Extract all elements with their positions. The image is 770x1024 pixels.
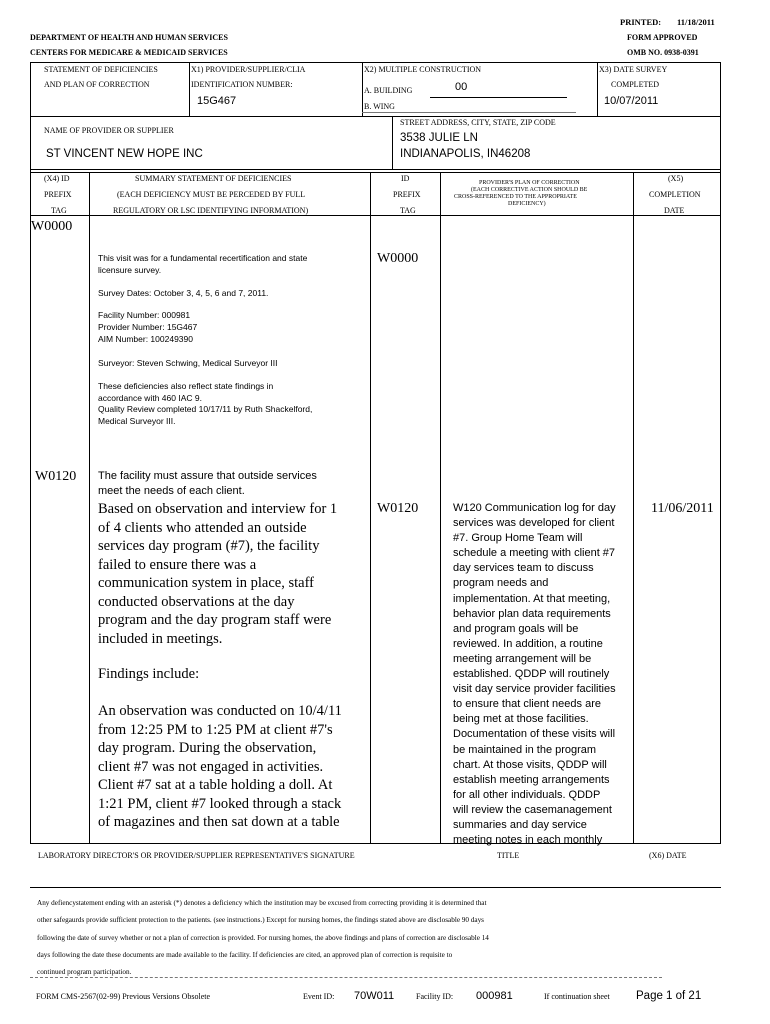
rule-col-id (440, 172, 441, 690)
x5-header-3: DATE (664, 206, 685, 215)
survey-dates: Survey Dates: October 3, 4, 5, 6 and 7, 2011. (98, 288, 269, 298)
x3-value: 10/07/2011 (604, 95, 659, 107)
provider-name: ST VINCENT NEW HOPE INC (46, 148, 203, 160)
x3-label-1: X3) DATE SURVEY (599, 65, 668, 74)
x1-value: 15G467 (197, 95, 237, 107)
state-findings: These deficiencies also reflect state findings in accordance with 460 IAC 9. Quality Review completed 10/17/11 by Ruth Shackelford, Medical Surveyor III. (98, 381, 313, 426)
x4-header-2: PREFIX (44, 190, 72, 199)
observation-paragraph: An observation was conducted on 10/4/11 from 12:25 PM to 1:25 PM at client #7's day program. During the observation, client #7 was not engaged in activities. Client #7 sat at a table holding a doll. At 1:21 PM, client #7 looked through a stack of magazines and then sat down at a table (98, 703, 342, 830)
summary-header-3: REGULATORY OR LSC IDENTIFYING INFORMATION) (113, 206, 309, 215)
tag-w0000-right: W0000 (377, 251, 419, 266)
continuation-label: If continuation sheet (544, 992, 610, 1001)
plan-header-3: CROSS-REFERENCED TO THE APPROPRIATE (454, 194, 577, 200)
statement-label-1: STATEMENT OF DEFICIENCIES (44, 65, 158, 74)
address-line-2: INDIANAPOLIS, IN46208 (400, 148, 531, 160)
id-header-3: TAG (400, 206, 416, 215)
rule-provider-top (30, 116, 721, 117)
x2-label: X2) MULTIPLE CONSTRUCTION (364, 65, 482, 74)
rule-colheader-bottom (30, 215, 721, 216)
rule-right (720, 62, 721, 690)
rule-signature-bottom (30, 887, 721, 888)
plan-of-correction: W120 Communication log for day services was developed for client #7. Group Home Team will schedule a meeting with client #7 day services team to discuss program needs and implementation. At that meeting, behavior plan data requirements and program goals will be reviewed. In addition, a routine meeting arrangement will be established. QDDP will routinely visit day service provider facilities to ensure that client needs are being met at those facilities. Documentation of these visits will be maintained in the program chart. At those visits, QDDP will establish meeting arrangements for all other individuals. QDDP will review the casemanagement summaries and day service meeting notes in each monthly (453, 502, 616, 847)
omb-number: OMB NO. 0938-0391 (627, 48, 699, 57)
plan-header-2: (EACH CORRECTIVE ACTION SHOULD BE (471, 187, 588, 193)
x1-label-1: X1) PROVIDER/SUPPLIER/CLIA (191, 65, 306, 74)
rule-col-summary (370, 172, 371, 690)
department-title: DEPARTMENT OF HEALTH AND HUMAN SERVICES (30, 33, 228, 42)
rule-x3 (597, 62, 598, 117)
address-label: STREET ADDRESS, CITY, STATE, ZIP CODE (400, 118, 556, 127)
facility-id-label: Facility ID: (416, 992, 454, 1001)
signature-label: LABORATORY DIRECTOR'S OR PROVIDER/SUPPLIER REPRESENTATIVE'S SIGNATURE (38, 851, 355, 860)
rule-x2 (362, 62, 363, 117)
printed-date: 11/18/2011 (677, 17, 715, 27)
tag-w0000: W0000 (31, 219, 73, 234)
form-label: FORM CMS-2567(02-99) Previous Versions Obsolete (36, 992, 211, 1001)
page-number: Page 1 of 21 (636, 990, 702, 1002)
form-approved: FORM APPROVED (627, 33, 698, 42)
x4-header-3: TAG (51, 206, 67, 215)
x1-label-2: IDENTIFICATION NUMBER: (191, 80, 293, 89)
rule-disclaimer-bottom (30, 977, 662, 978)
wing-label: B. WING (364, 102, 395, 111)
x3-label-2: COMPLETED (611, 80, 659, 89)
centers-title: CENTERS FOR MEDICARE & MEDICAID SERVICES (30, 48, 228, 57)
surveyor: Surveyor: Steven Schwing, Medical Surveyor III (98, 358, 278, 368)
x5-header-2: COMPLETION (649, 190, 701, 199)
facility-info: Facility Number: 000981 Provider Number: 15G467 AIM Number: 100249390 (98, 310, 198, 344)
event-id: 70W011 (354, 990, 395, 1002)
rule-address (392, 116, 393, 170)
printed-label: PRINTED: (620, 17, 662, 27)
intro-text: This visit was for a fundamental recertification and state licensure survey. (98, 253, 308, 275)
disclaimer-text: Any defiencystatement ending with an asterisk (*) denotes a deficiency which the institution may be excused from correcting providing it is determined that other safegaurds provide sufficient protection to the patients. (see instructions.) Except for nursing homes, the findings stated above are disclosable 90 days following the date of survey whether or not a plan of correction is provided. For nursing homes, the above findings and plans of correction are disclosable 14 days following the date these documents are made available to the facility. If deficiencies are cited, an approved plan of correction is requisite to continued program participation. (37, 899, 489, 977)
x4-header-1: (X4) ID (44, 174, 70, 183)
summary-header-2: (EACH DEFICIENCY MUST BE PERCEDED BY FULL (117, 190, 306, 199)
rule-colheader-top2 (30, 172, 721, 173)
building-value: 00 (455, 81, 468, 93)
rule-col-plan-lower (633, 690, 634, 844)
rule-building (430, 97, 567, 98)
provider-name-label: NAME OF PROVIDER OR SUPPLIER (44, 126, 174, 135)
plan-header-4: DEFICIENCY) (508, 201, 546, 207)
findings-include: Findings include: (98, 666, 200, 682)
summary-header-1: SUMMARY STATEMENT OF DEFICIENCIES (135, 174, 292, 183)
rule-left (30, 62, 31, 690)
regulation-text: The facility must assure that outside services meet the needs of each client. (98, 470, 317, 497)
plan-header-1: PROVIDER'S PLAN OF CORRECTION (479, 180, 580, 186)
rule-wing (362, 112, 576, 113)
event-id-label: Event ID: (303, 992, 335, 1001)
title-label: TITLE (497, 851, 520, 860)
completion-date: 11/06/2011 (651, 501, 714, 516)
tag-w0120: W0120 (35, 469, 77, 484)
rule-col-x4 (89, 172, 90, 690)
tag-w0120-right: W0120 (377, 501, 419, 516)
rule-col-summary-lower (370, 690, 371, 844)
id-header-2: PREFIX (393, 190, 421, 199)
rule-x1 (189, 62, 190, 117)
rule-col-plan (633, 172, 634, 690)
finding-paragraph: Based on observation and interview for 1 of 4 clients who attended an outside services day program (#7), the facility failed to ensure there was a communication system in place, staff conducted observations at the day program and the day program staff were included in meetings. (98, 501, 338, 647)
rule-col-id-lower (440, 690, 441, 844)
address-line-1: 3538 JULIE LN (400, 132, 478, 144)
id-header-1: ID (401, 174, 410, 183)
building-label: A. BUILDING (364, 86, 413, 95)
date-label: (X6) DATE (649, 851, 687, 860)
rule-col-x4-lower (89, 690, 90, 844)
rule-body-bottom (30, 843, 721, 844)
rule-right-lower (720, 690, 721, 844)
facility-id: 000981 (476, 990, 513, 1002)
rule-top (30, 62, 721, 63)
x5-header-1: (X5) (668, 174, 684, 183)
rule-left-lower (30, 690, 31, 844)
rule-colheader-top (30, 169, 721, 170)
statement-label-2: AND PLAN OF CORRECTION (44, 80, 150, 89)
